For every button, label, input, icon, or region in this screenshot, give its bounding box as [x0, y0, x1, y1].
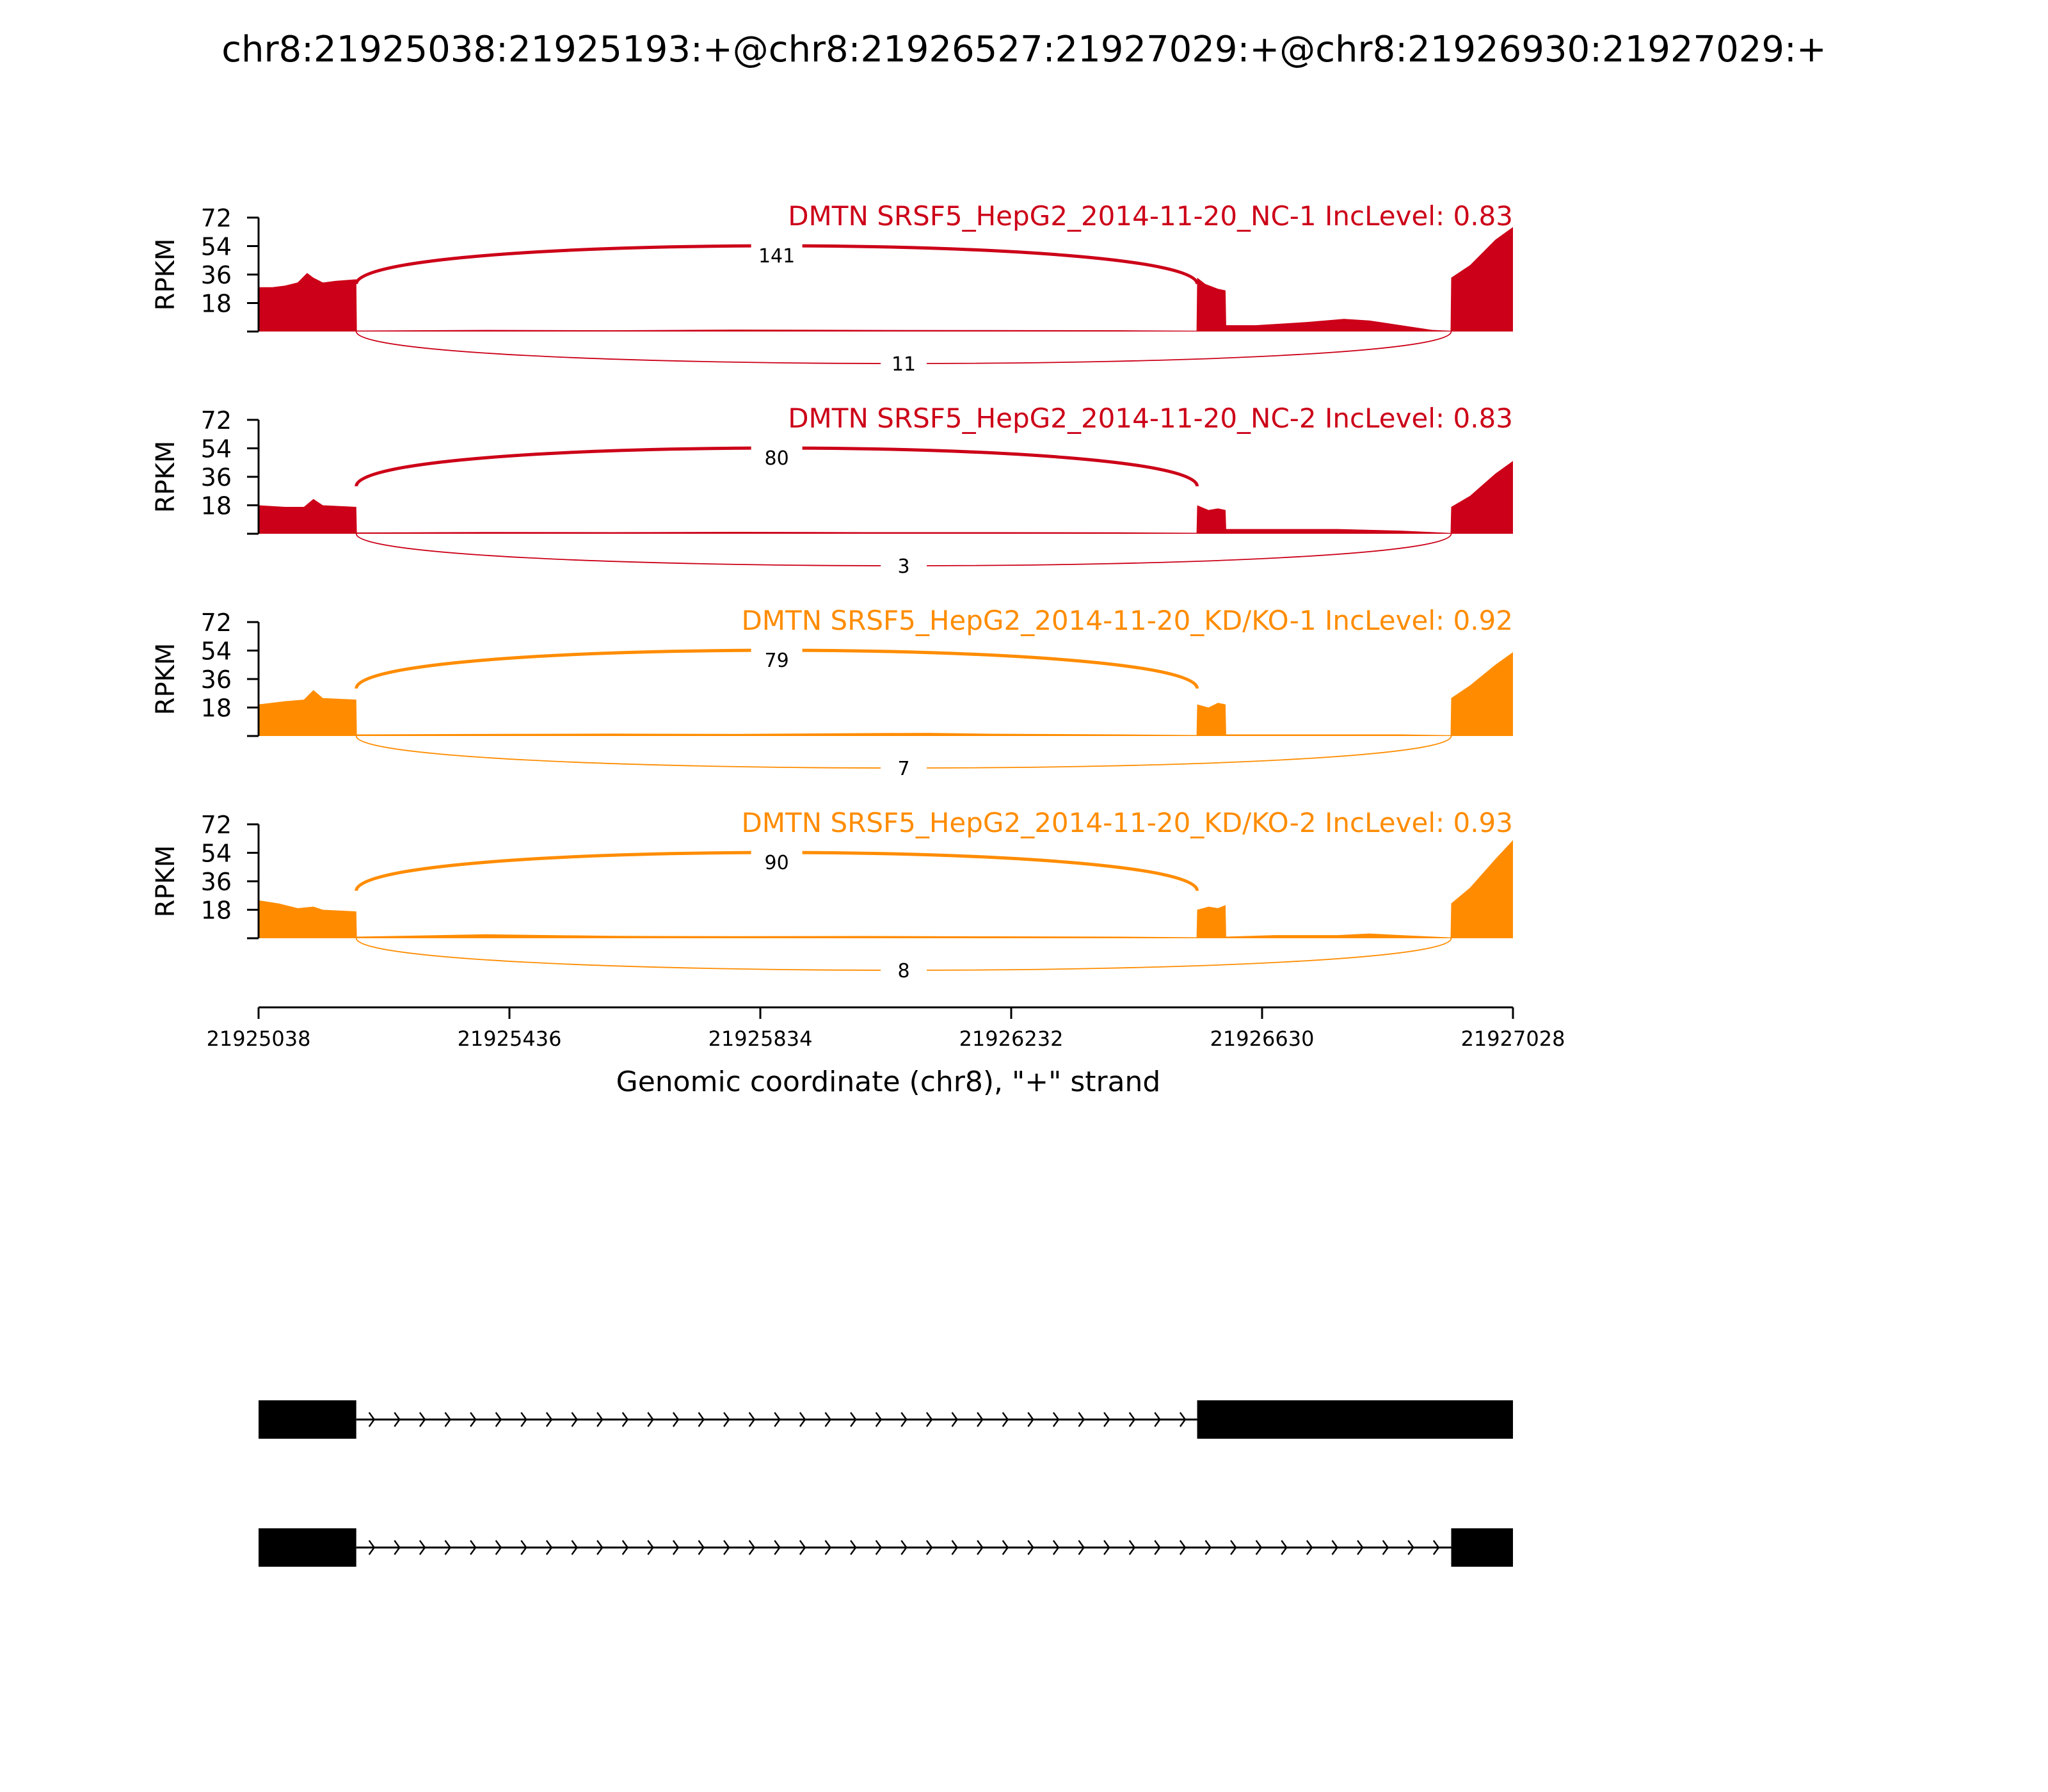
y-tick-label: 54 — [200, 637, 232, 666]
x-tick-label: 21927028 — [1460, 1027, 1565, 1051]
coverage-area — [259, 461, 1513, 534]
y-tick-label: 18 — [200, 896, 232, 925]
x-tick-label: 21925834 — [708, 1027, 813, 1051]
y-axis-label: RPKM — [151, 643, 180, 716]
y-tick-label: 18 — [200, 289, 232, 318]
sample-panel-1 — [151, 200, 1513, 376]
gene-model — [259, 1400, 1513, 1567]
y-tick-label: 72 — [200, 204, 232, 232]
x-axis — [207, 1007, 1565, 1051]
x-tick-label: 21926630 — [1210, 1027, 1315, 1051]
x-tick-label: 21926232 — [959, 1027, 1064, 1051]
skipping-junction-count: 3 — [897, 556, 910, 578]
y-tick-label: 72 — [200, 811, 232, 839]
y-tick-label: 18 — [200, 694, 232, 723]
inclusion-junction-count: 141 — [758, 244, 796, 268]
coverage-area — [259, 227, 1513, 332]
exon-block — [259, 1528, 356, 1567]
y-tick-label: 18 — [200, 492, 232, 520]
inclusion-junction-count: 90 — [764, 851, 789, 874]
sample-label: DMTN SRSF5_HepG2_2014-11-20_KD/KO-1 IncLevel: 0.92 — [741, 605, 1513, 636]
sample-label: DMTN SRSF5_HepG2_2014-11-20_KD/KO-2 IncLevel: 0.93 — [741, 807, 1513, 838]
sample-label: DMTN SRSF5_HepG2_2014-11-20_NC-1 IncLevel: 0.83 — [788, 200, 1513, 232]
exon-block — [1451, 1528, 1513, 1567]
y-tick-label: 36 — [200, 463, 232, 492]
skipping-junction-count: 7 — [897, 758, 910, 780]
skipping-junction-count: 11 — [891, 353, 916, 376]
y-tick-label: 54 — [200, 839, 232, 868]
inclusion-junction-count: 79 — [764, 649, 789, 672]
y-axis-label: RPKM — [151, 845, 180, 918]
exon-block — [1197, 1400, 1513, 1439]
exon-block — [259, 1400, 356, 1439]
sample-panel-2 — [151, 403, 1513, 578]
x-tick-label: 21925038 — [206, 1027, 311, 1051]
y-tick-label: 72 — [200, 609, 232, 637]
y-tick-label: 54 — [200, 435, 232, 463]
skipping-junction-count: 8 — [897, 960, 910, 982]
chart-title: chr8:21925038:21925193:+@chr8:21926527:21927029:+@chr8:21926930:21927029:+ — [221, 29, 1827, 70]
x-axis-label: Genomic coordinate (chr8), "+" strand — [616, 1066, 1161, 1098]
y-tick-label: 54 — [200, 232, 232, 261]
y-tick-label: 72 — [200, 406, 232, 435]
transcript-1 — [259, 1400, 1513, 1439]
x-tick-label: 21925436 — [457, 1027, 562, 1051]
inclusion-junction-count: 80 — [764, 447, 789, 470]
sample-panel-4 — [151, 807, 1513, 982]
y-tick-label: 36 — [200, 666, 232, 694]
y-axis-label: RPKM — [151, 440, 180, 513]
sample-label: DMTN SRSF5_HepG2_2014-11-20_NC-2 IncLevel: 0.83 — [788, 403, 1513, 434]
y-tick-label: 36 — [200, 261, 232, 289]
transcript-2 — [259, 1528, 1513, 1567]
sample-panels — [151, 200, 1513, 982]
sample-panel-3 — [151, 605, 1513, 780]
y-axis-label: RPKM — [151, 238, 180, 311]
y-tick-label: 36 — [200, 868, 232, 896]
